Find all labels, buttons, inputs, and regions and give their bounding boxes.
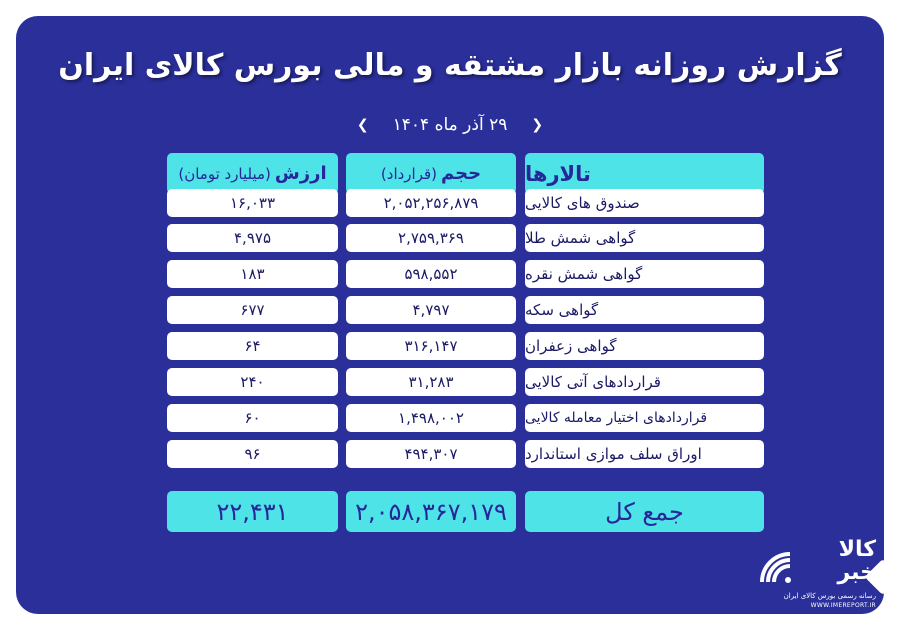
row-name: قراردادهای آتی کالایی	[525, 368, 764, 396]
row-value: ۶۷۷	[167, 296, 338, 324]
row-volume: ۴,۷۹۷	[346, 296, 516, 324]
brand-logo	[758, 536, 876, 614]
header-halls	[525, 153, 764, 194]
header-volume-unit: (قرارداد)	[380, 164, 438, 183]
row-value: ۶۰	[167, 404, 338, 432]
row-name: قراردادهای اختیار معامله کالایی	[525, 404, 764, 432]
row-volume: ۲,۰۵۲,۲۵۶,۸۷۹	[346, 189, 516, 217]
header-halls-label: تالارها	[525, 161, 591, 186]
date-row	[16, 112, 884, 138]
report-date: ۲۹ آذر ماه ۱۴۰۴	[392, 115, 508, 135]
row-value: ۴,۹۷۵	[167, 224, 338, 252]
total-value: ۲۲,۴۳۱	[167, 491, 338, 532]
row-value: ۲۴۰	[167, 368, 338, 396]
row-volume: ۲,۷۵۹,۳۶۹	[346, 224, 516, 252]
header-volume-label: حجم	[441, 163, 482, 184]
row-name: صندوق های کالایی	[525, 189, 764, 217]
row-value: ۱۸۳	[167, 260, 338, 288]
logo-name: کالا خبر	[837, 537, 876, 586]
total-volume: ۲,۰۵۸,۳۶۷,۱۷۹	[346, 491, 516, 532]
row-volume: ۵۹۸,۵۵۲	[346, 260, 516, 288]
row-value: ۹۶	[167, 440, 338, 468]
chevron-right-icon: ❯	[531, 117, 544, 133]
row-value: ۱۶,۰۳۳	[167, 189, 338, 217]
header-volume	[346, 153, 516, 194]
chevron-left-icon: ❮	[356, 117, 369, 133]
total-label: جمع کل	[525, 491, 764, 532]
row-volume: ۱,۴۹۸,۰۰۲	[346, 404, 516, 432]
report-title: گزارش روزانه بازار مشتقه و مالی بورس کالای ایران	[58, 48, 842, 83]
logo-url: WWW.IMEREPORT.IR	[810, 602, 876, 609]
report-card	[16, 16, 884, 614]
header-value-unit: (میلیارد تومان)	[178, 164, 271, 183]
signal-icon	[758, 550, 794, 586]
header-value	[167, 153, 338, 194]
row-name: اوراق سلف موازی استاندارد	[525, 440, 764, 468]
row-name: گواهی سکه	[525, 296, 764, 324]
row-name: گواهی شمش نقره	[525, 260, 764, 288]
row-value: ۶۴	[167, 332, 338, 360]
row-volume: ۳۱۶,۱۴۷	[346, 332, 516, 360]
row-name: گواهی زعفران	[525, 332, 764, 360]
row-volume: ۴۹۴,۳۰۷	[346, 440, 516, 468]
row-volume: ۳۱,۲۸۳	[346, 368, 516, 396]
row-name: گواهی شمش طلا	[525, 224, 764, 252]
header-value-label: ارزش	[274, 163, 327, 184]
logo-tagline: رسانه رسمی بورس کالای ایران	[783, 592, 876, 600]
